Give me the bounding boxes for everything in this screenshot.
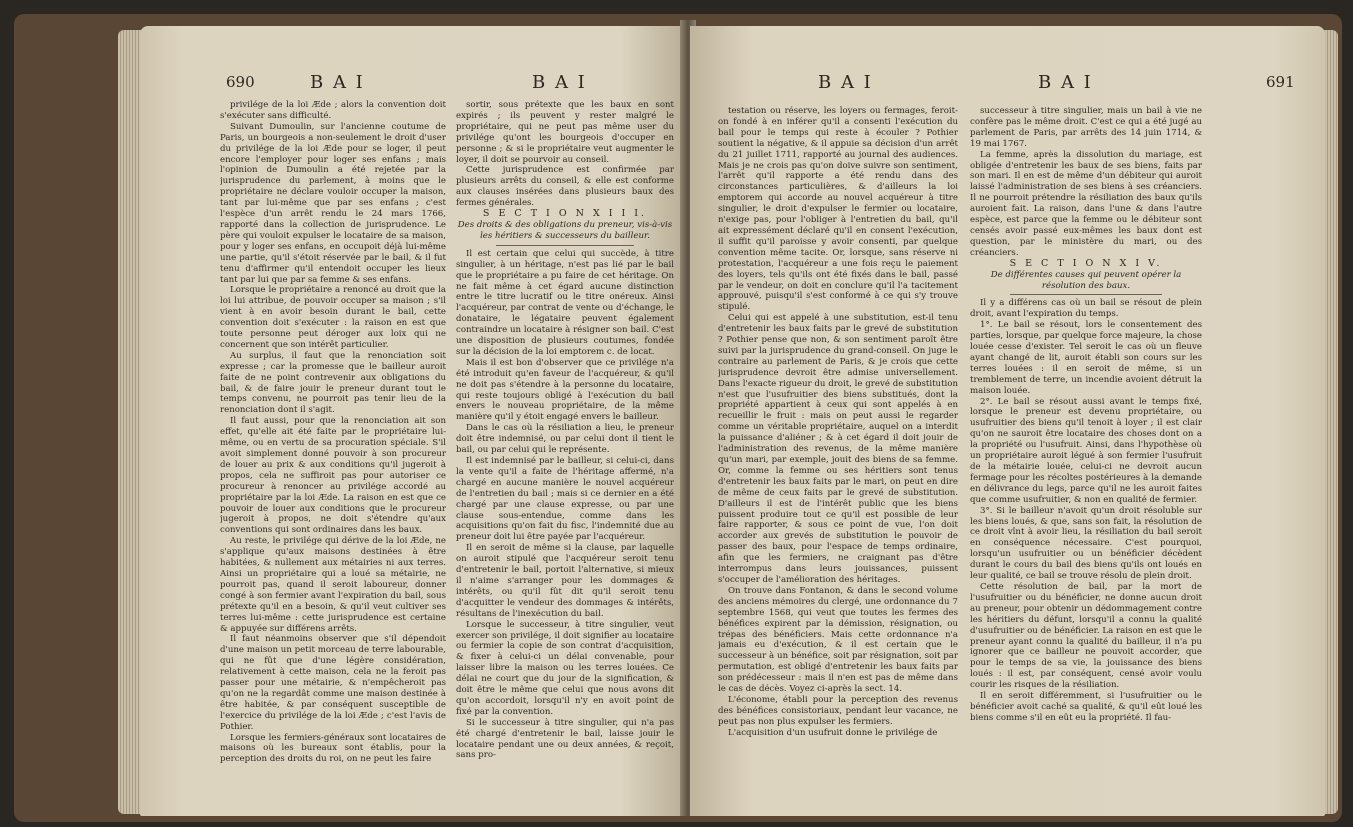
folio-left: 690 xyxy=(226,73,255,91)
paragraph: Mais il est bon d'observer que ce privilége n'a été introduit qu'en faveur de l'acquéreur, & qu'il ne doit pas s'étendre à la personne du locataire, qui reste toujours obligé à l'exécution du bail envers le nouveau propriétaire, de la même manière qu'il y étoit engagé envers le bailleur. xyxy=(456,357,674,423)
paragraph: Lorsque le propriétaire a renoncé au droit que la loi lui attribue, de pouvoir occuper sa maison ; s'il vient à en avoir besoin durant le bail, cette convention doit s'exécuter : la raison en est que toute personne peut déroger aux loix qui ne concernent que son intérêt particulier. xyxy=(220,285,446,350)
section-subtitle: Des droits & des obligations du preneur, vis-à-vis les héritiers & successeurs du bailleur. xyxy=(457,219,673,241)
paragraph: Suivant Dumoulin, sur l'ancienne coutume de Paris, un bourgeois a non-seulement le droit d'user du privilége de la loi Æde pour se loger, il peut encore l'employer pour loger ses enfans ; mais l'opinion de Dumoulin a été rejetée par la jurisprudence du parlement, à moins que le propriétaire ne déclare vouloir occuper la maison, tant par lui-même que par ses enfans ; c'est l'espèce d'un arrêt rendu le 24 mars 1766, rapporté dans la collection de jurisprudence. Le père qui vouloit expulser le locataire de sa maison, pour y loger ses enfans, en occupoit déjà lui-même une partie, qu'il s'étoit réservée par le bail, & il fut tenu d'affirmer qu'il entendoit occuper les lieux tant par lui que par sa femme & ses enfans. xyxy=(220,121,446,285)
paragraph: Il faut néanmoins observer que s'il dépendoit d'une maison un petit morceau de terre labourable, qui ne fût que d'une légère considération, relativement à cette maison, cela ne la feroit pas passer pour une métairie, & n'empêcheroit pas qu'on ne la regardât comme une maison destinée à être habitée, & par conséquent susceptible de l'exercice du privilége de la loi Æde ; c'est l'avis de Pothier. xyxy=(220,634,446,732)
section-heading: S E C T I O N X I I I. xyxy=(482,208,648,220)
paragraph: Cette jurisprudence est confirmée par plusieurs arrêts du conseil, & elle est conforme aux clauses insérées dans plusieurs baux des fermes générales. xyxy=(456,165,674,209)
paragraph: Au surplus, il faut que la renonciation soit expresse ; car la promesse que le bailleur auroit faite de ne point contrevenir aux obligations du bail, & de faire jouir le preneur durant tout le temps convenu, ne pourroit pas tenir lieu de la renonciation dont il s'agit. xyxy=(220,350,446,416)
running-head-left-1: B A I xyxy=(310,72,365,93)
folio-right: 691 xyxy=(1266,73,1295,91)
divider xyxy=(496,245,634,246)
paragraph: Au reste, le privilége qui dérive de la loi Æde, ne s'applique qu'aux maisons destinées à être habitées, & nullement aux métairies ni aux terres. Ainsi un propriétaire qui a loué sa métairie, ne pourroit pas, quand il seroit laboureur, donner congé à son fermier avant l'expiration du bail, sous prétexte qu'il en a besoin, & qu'il veut cultiver ses terres lui-même : cette jurisprudence est certaine & appuyée sur différens arrêts. xyxy=(220,536,446,634)
paragraph: Cette résolution de bail, par la mort de l'usufruitier ou du bénéficier, ne donne aucun droit au preneur, pour obtenir un dédommagement contre les héritiers du défunt, lorsqu'il a connu la qualité d'usufruitier ou de bénéficier. La raison en est que le preneur ayant connu la qualité du bailleur, il n'a pu ignorer que ce bailleur ne pouvoit accorder, que pour le temps de sa vie, la jouissance des biens loués : il est, par conséquent, censé avoir voulu courir les risques de la résiliation. xyxy=(970,581,1202,691)
right-page-column-2 xyxy=(970,106,1202,816)
paragraph: 3°. Si le bailleur n'avoit qu'un droit résoluble sur les biens loués, & que, sans son fait, la résolution de ce droit vînt à avoir lieu, la résiliation du bail seroit en conséquence nécessaire. C'est pourquoi, lorsqu'un usufruitier ou un bénéficier décèdent durant le cours du bail des biens qu'ils ont loués en leur qualité, ce bail se trouve résolu de plein droit. xyxy=(970,505,1202,582)
paragraph: L'acquisition d'un usufruit donne le privilége de xyxy=(728,727,938,738)
paragraph: Il est indemnisé par le bailleur, si celui-ci, dans la vente qu'il a faite de l'héritage affermé, n'a chargé en aucune manière le nouvel acquéreur de l'entretien du bail ; mais si ce dernier en a été chargé par une clause expresse, ou par une clause sous-entendue, comme dans les acquisitions qu'on fait du fisc, l'indemnité due au preneur doit lui être payée par l'acquéreur. xyxy=(456,456,674,543)
section-subtitle: De différentes causes qui peuvent opérer la résolution des baux. xyxy=(990,269,1182,291)
page-edges-left xyxy=(118,30,142,814)
running-head-right-1: B A I xyxy=(818,72,873,93)
paragraph: Il y a différens cas où un bail se résout de plein droit, avant l'expiration du temps. xyxy=(970,298,1202,320)
paragraph: Il en seroit différemment, si l'usufruitier ou le bénéficier avoit caché sa qualité, & qu'il eût loué les biens comme s'il en eût eu la propriété. Il fau- xyxy=(970,691,1202,723)
paragraph: 2°. Le bail se résout aussi avant le temps fixé, lorsque le preneur est devenu propriétaire, ou usufruitier des biens qu'il tenoit à loyer ; il est clair qu'on ne sauroit être locataire des choses dont on a la propriété ou l'usufruit. Ainsi, dans l'hypothèse où un propriétaire auroit légué à son fermier l'usufruit de la métairie louée, celui-ci ne devroit aucun fermage pour les récoltes postérieures à la demande en délivrance du legs, parce qu'il ne les auroit faites que comme usufruitier, & non en qualité de fermier. xyxy=(970,396,1202,505)
paragraph: Si le successeur à titre singulier, qui n'a pas été chargé d'entretenir le bail, laisse jouir le locataire pendant une ou deux années, & reçoit, sans pro- xyxy=(456,717,674,761)
left-page-column-1 xyxy=(220,100,446,816)
paragraph: Dans le cas où la résiliation a lieu, le preneur doit être indemnisé, ou par celui dont il tient le bail, ou par celui qui le représente. xyxy=(456,423,674,456)
left-page xyxy=(140,26,686,816)
paragraph: Il en seroit de même si la clause, par laquelle on auroit stipulé que l'acquéreur seroit tenu d'entretenir le bail, portoit l'alternative, si mieux il n'aime s'arranger pour les dommages & intérêts, ou qu'il fût dit qu'il seroit tenu d'acquitter le vendeur des dommages & intérêts, résultans de l'inexécution du bail. xyxy=(456,543,674,619)
paragraph: Il est certain que celui qui succède, à titre singulier, à un héritage, n'est pas lié par le bail que le propriétaire a pu faire de cet héritage. On ne fait même à cet égard aucune distinction entre le titre lucratif ou le titre onéreux. Ainsi l'acquéreur, par contrat de vente ou d'échange, le donataire, le légataire peuvent également contraindre un locataire à résigner son bail. C'est une disposition de plusieurs coutumes, fondée sur la décision de la loi emptorem c. de locat. xyxy=(456,248,674,357)
paragraph: La femme, après la dissolution du mariage, est obligée d'entretenir les baux de ses biens, faits par son mari. Il en est de même d'un débiteur qui auroit laissé l'administration de ses biens à ses créanciers. Il ne pourroit prétendre la résiliation des baux qu'ils auroient fait. La raison, dans l'une & dans l'autre espèce, est parce que la femme ou le débiteur sont censés avoir passé eux-mêmes les baux dont est question, par le ministère du mari, ou des créanciers. xyxy=(970,149,1202,258)
divider xyxy=(1010,294,1162,295)
paragraph: Lorsque les fermiers-généraux sont locataires de maisons où les bureaux sont établis, pour la perception des droits du roi, on ne peut les faire xyxy=(220,732,446,765)
paragraph: sortir, sous prétexte que les baux en sont expirés ; ils peuvent y rester malgré le propriétaire, qui ne peut pas même user du privilége qu'ont les bourgeois d'occuper en personne ; & si le propriétaire veut augmenter le loyer, il doit se pourvoir au conseil. xyxy=(456,100,674,165)
paragraph: Lorsque le successeur, à titre singulier, veut exercer son privilége, il doit signifier au locataire ou fermier la copie de son contrat d'acquisition, & fixer à celui-ci un délai convenable, pour laisser libre la maison ou les terres louées. Ce délai ne court que du jour de la signification, & doit être le même que celui que nous avons dit qu'on accordoit, lorsqu'il n'y en avoit point de fixé par la convention. xyxy=(456,619,674,717)
paragraph: Celui qui est appelé à une substitution, est-il tenu d'entretenir les baux faits par le grevé de substitution ? Pothier pense que non, & son sentiment paroît être suivi par la jurisprudence du grand-conseil. On juge le contraire au parlement de Paris, & je crois que cette jurisprudence devroit être admise universellement. Dans l'exacte rigueur du droit, le grevé de substitution n'est que l'usufruitier des biens substitués, dont la propriété appartient à ceux qui sont appelés à en recueillir le fruit : mais on peut aussi le regarder comme un véritable propriétaire, auquel on a interdit la puissance d'aliéner ; & à cet égard il doit jouir de l'administration des revenus, de la même manière qu'un mari, par exemple, jouit des biens de sa femme. Or, comme la femme ou ses héritiers sont tenus d'entretenir les baux faits par le mari, on peut en dire de même de ceux faits par le grevé de substitution. D'ailleurs il est de l'intérêt public que les biens puissent produire tout ce qu'il est possible de leur faire rapporter, & sous ce point de vue, l'on doit accorder aux grevés de substitution le pouvoir de passer des baux, pour l'espace de temps ordinaire, afin que les fermiers, ne craignant pas d'être interrompus dans leurs jouissances, puissent s'occuper de l'amélioration des héritages. xyxy=(718,313,958,585)
right-page-column-1 xyxy=(718,106,958,816)
section-heading: S E C T I O N X I V. xyxy=(1009,257,1163,269)
paragraph: successeur à titre singulier, mais un bail à vie ne confère pas le même droit. C'est ce qui a été jugé au parlement de Paris, par arrêts des 14 juin 1714, & 19 mai 1767. xyxy=(970,106,1202,149)
paragraph: testation ou réserve, les loyers ou fermages, feroit-on fondé à en inférer qu'il a consenti l'exécution du bail pour le temps qui reste à écouler ? Pothier soutient la négative, & il appuie sa décision d'un arrêt du 21 juillet 1711, rapporté au journal des audiences. Mais je ne crois pas qu'on doive suivre son sentiment, l'arrêt qu'il rapporte a été rendu dans des circonstances particulières, & d'ailleurs la loi emptorem qui accorde au nouvel acquéreur à titre singulier, le droit d'expulser le fermier ou locataire, n'exige pas, pour l'obliger à l'entretien du bail, qu'il ait expressément déclaré qu'il en consent l'exécution, il suffit qu'il paroisse y avoir consenti, par quelque convention même tacite. Or, lorsque, sans réserve ni protestation, l'acquéreur a une fois reçu le paiement des loyers, tels qu'ils ont été fixés dans le bail, passé par le vendeur, on doit en conclure qu'il l'a tacitement approuvé, puisqu'il s'est conformé à ce qui s'y trouve stipulé. xyxy=(718,106,958,313)
running-head-right-2: B A I xyxy=(1038,72,1093,93)
running-head-left-2: B A I xyxy=(532,72,587,93)
paragraph: privilége de la loi Æde ; alors la convention doit s'exécuter sans difficulté. xyxy=(220,100,446,121)
paragraph: Il faut aussi, pour que la renonciation ait son effet, qu'elle ait été faite par le propriétaire lui-même, ou en vertu de sa procuration spéciale. S'il avoit simplement donné pouvoir à son procureur de louer au prix & aux conditions qu'il jugeroit à propos, cela ne suffiroit pas pour autoriser ce procureur à renoncer au privilége accordé au propriétaire par la loi Æde. La raison en est que ce pouvoir de louer aux conditions que le procureur jugeroit à propos, ne doit s'étendre qu'aux conventions qui sont ordinaires dans les baux. xyxy=(220,416,446,536)
left-page-column-2 xyxy=(456,100,674,816)
paragraph: L'économe, établi pour la perception des revenus des bénéfices consistoriaux, pendant leur vacance, ne peut pas non plus expulser les fermiers. xyxy=(718,694,958,727)
right-page xyxy=(690,26,1325,816)
paragraph: On trouve dans Fontanon, & dans le second volume des anciens mémoires du clergé, une ordonnance du 7 septembre 1568, qui veut que toutes les fermes des bénéfices expirent par la démission, résignation, ou trépas des bénéficiers. Mais cette ordonnance n'a jamais eu d'exécution, & il est certain que le successeur à un bénéfice, soit par résignation, soit par permutation, est obligé d'entretenir les baux faits par son prédécesseur : mais il n'en est pas de même dans le cas de décès. Voyez ci-après la sect. 14. xyxy=(718,585,958,695)
paragraph: 1°. Le bail se résout, lors le consentement des parties, lorsque, par quelque force majeure, la chose louée cesse d'exister. Tel seroit le cas où un fleuve ayant changé de lit, auroit établi son cours sur les terres louées : il en seroit de même, si un tremblement de terre, un incendie avoient détruit la maison louée. xyxy=(970,320,1202,396)
